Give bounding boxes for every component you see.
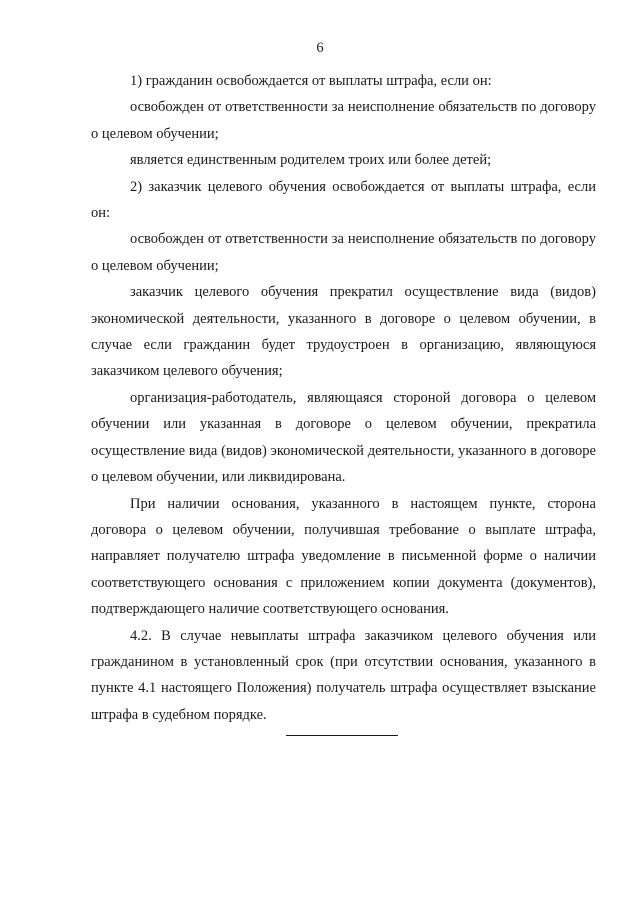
paragraph-4: 2) заказчик целевого обучения освобождается от выплаты штрафа, если он:: [91, 178, 596, 222]
page-number: 6: [316, 40, 324, 56]
paragraph-1: 1) гражданин освобождается от выплаты штрафа, если он:: [130, 73, 492, 89]
paragraph-7: организация-работодатель, являющаяся стороной договора о целевом обучении или указанная в договоре о целевом обучении, прекратила осуществление вида (видов) экономической деятельности, указанного в договоре о целевом обучении, или ликвидирована.: [91, 389, 596, 486]
paragraph-9: 4.2. В случае невыплаты штрафа заказчиком целевого обучения или гражданином в установленный срок (при отсутствии основания, указанного в пункте 4.1 настоящего Положения) получатель штрафа осуществляет взыскание штрафа в судебном порядке.: [91, 627, 596, 723]
end-separator-line: [286, 735, 398, 736]
paragraph-8: При наличии основания, указанного в настоящем пункте, сторона договора о целевом обучении, получившая требование о выплате штрафа, направляет получателю штрафа уведомление в письменной форме о наличии соответствующего основания с приложением копии документа (документов), подтверждающего наличие соответствующего основания.: [91, 495, 596, 618]
document-body: [91, 68, 596, 728]
paragraph-6: заказчик целевого обучения прекратил осуществление вида (видов) экономической деятельности, указанного в договоре о целевом обучении, в случае если гражданин будет трудоустроен в организацию, являющуюся заказчиком целевого обучения;: [91, 284, 596, 380]
paragraph-5: освобожден от ответственности за неисполнение обязательств по договору о целевом обучении;: [91, 231, 596, 274]
paragraph-2: освобожден от ответственности за неисполнение обязательств по договору о целевом обучении;: [91, 99, 596, 142]
paragraph-3: является единственным родителем троих или более детей;: [130, 152, 492, 169]
